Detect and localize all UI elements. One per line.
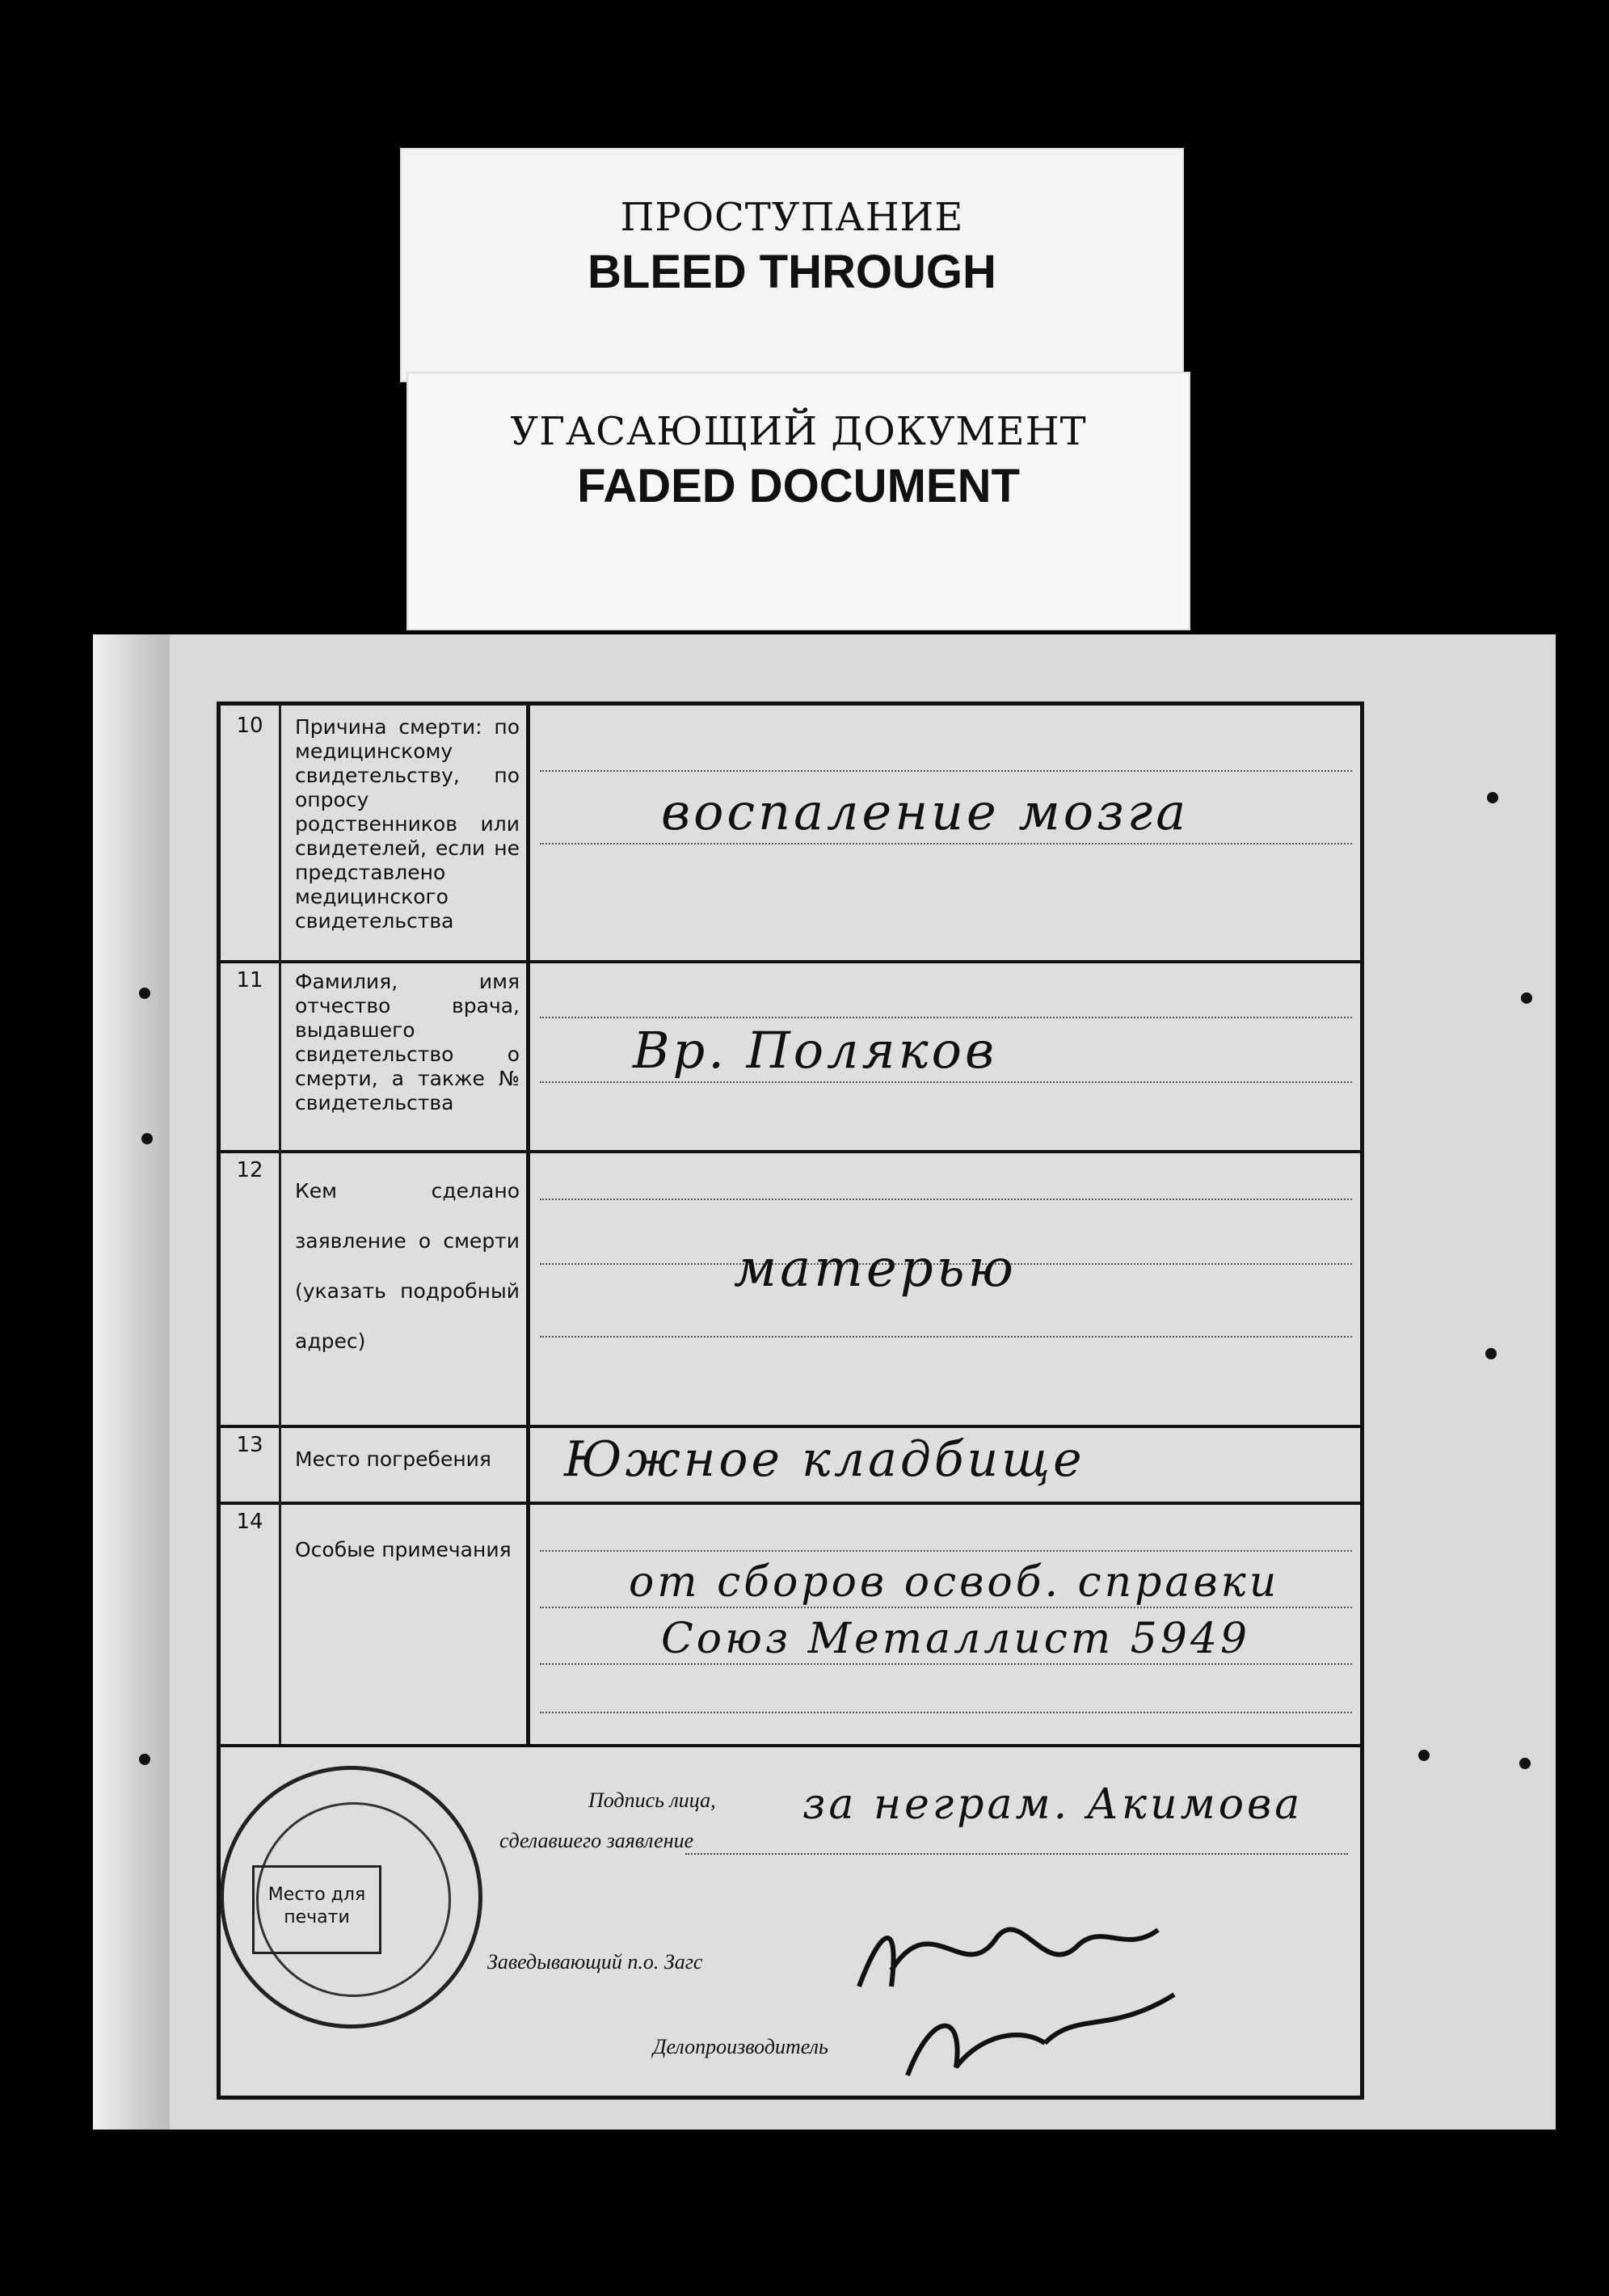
punch-hole (141, 1133, 153, 1144)
punch-hole (1485, 1348, 1497, 1359)
head-registrar-label: Заведывающий п.о. Загс (487, 1950, 703, 1974)
bleed-through-en: BLEED THROUGH (588, 246, 996, 298)
row-value-area (532, 706, 1360, 960)
applicant-signature: за неграм. Акимова (802, 1780, 1304, 1829)
punch-hole (1519, 1758, 1531, 1769)
punch-hole (1487, 792, 1498, 803)
row-label: Особые примечания (284, 1502, 530, 1744)
burial-place-value: Южное кладбище (564, 1431, 1085, 1488)
form-row-11 (221, 960, 1360, 1153)
form-row-14 (221, 1502, 1360, 1747)
row-number: 11 (221, 960, 281, 1150)
faded-document-card (406, 372, 1190, 630)
doctor-value: Вр. Поляков (633, 1021, 998, 1080)
faded-document-en: FADED DOCUMENT (577, 460, 1020, 512)
form-row-12 (221, 1150, 1360, 1428)
stamp-place-box: Место для печати (252, 1865, 381, 1954)
applicant-label-2: сделавшего заявление (499, 1829, 694, 1852)
punch-hole (139, 1754, 150, 1765)
row-value-area (532, 1150, 1360, 1425)
row-number: 14 (221, 1502, 281, 1744)
applicant-label-1: Подпись лица, (588, 1788, 716, 1812)
notes-value-line-2: Союз Металлист 5949 (661, 1615, 1251, 1663)
row-value-area (532, 1425, 1360, 1502)
punch-hole (1521, 992, 1532, 1004)
row-value-area (532, 1502, 1360, 1744)
faded-document-ru: УГАСАЮЩИЙ ДОКУМЕНТ (510, 409, 1087, 454)
row-number: 13 (221, 1425, 281, 1502)
sheet-torn-edge (93, 634, 170, 2130)
row-label: Кем сделано заявление о смерти (указать подробный адрес) (284, 1150, 530, 1425)
row-number: 10 (221, 706, 281, 960)
handwritten-signatures (835, 1873, 1215, 2083)
notes-value-line-1: от сборов освоб. справки (629, 1558, 1280, 1607)
informant-value: матерью (734, 1239, 1017, 1299)
row-label: Место погребения (284, 1425, 530, 1502)
row-label: Фамилия, имя отчество врача, выдавшего свидетельство о смерти, а также № свидетельства (284, 960, 530, 1150)
clerk-label: Делопроизводитель (653, 2035, 828, 2058)
form-row-10 (221, 706, 1360, 963)
punch-hole (139, 988, 150, 999)
bleed-through-ru: ПРОСТУПАНИЕ (620, 195, 964, 240)
bleed-through-card (400, 148, 1184, 382)
row-value-area (532, 960, 1360, 1150)
punch-hole (1418, 1750, 1430, 1761)
cause-of-death-value: воспаление мозга (661, 782, 1190, 841)
row-number: 12 (221, 1150, 281, 1425)
row-label: Причина смерти: по медицинскому свидетельству, по опросу родственников или свидетелей, если не представлено медицинского свидетельства (284, 706, 530, 960)
form-row-13 (221, 1425, 1360, 1505)
